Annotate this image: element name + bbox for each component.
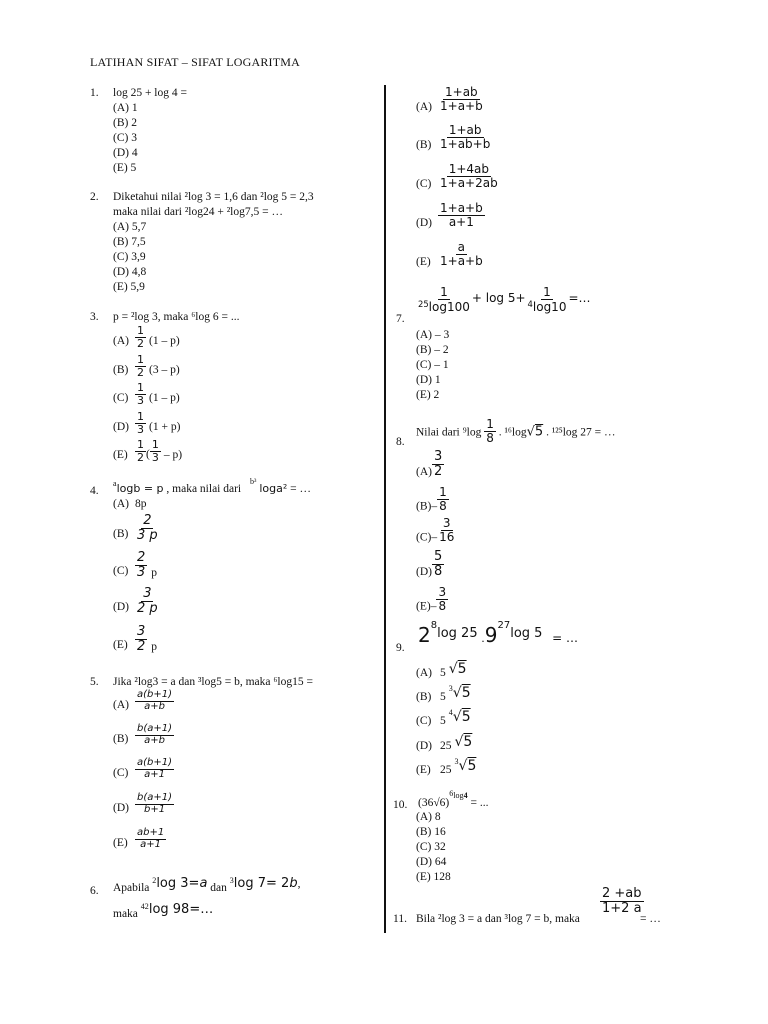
q3-option-fraction-den: 3 xyxy=(137,422,144,436)
column-divider xyxy=(384,85,386,933)
q9-option-radicand: 5 xyxy=(463,734,473,750)
q6-option-fraction-num: 1+ab xyxy=(448,123,482,137)
q9-option-radical: √5 xyxy=(448,661,467,677)
q3-option-fraction-num: 1 xyxy=(137,324,144,337)
q5-option-fraction-num: a(b+1) xyxy=(137,689,173,700)
q9-option-radical: √5 xyxy=(452,685,471,701)
q3-option-fraction-den: 2 xyxy=(137,336,144,350)
q5-option-fraction-num: a(b+1) xyxy=(137,757,173,768)
q9-option xyxy=(416,708,471,727)
q7-option: (B) – 2 xyxy=(416,344,449,356)
q3-option-fraction xyxy=(135,354,146,378)
q4-option-fraction-den: 2 p xyxy=(137,600,158,616)
q6-line2: maka $^{42}$log 98=… xyxy=(113,902,214,920)
q5-option-label: (C) xyxy=(113,766,129,779)
q4-option-fraction-den: 3 xyxy=(137,564,146,580)
q9-option-root-index: 3 xyxy=(454,757,459,766)
q8-option-label: (A) xyxy=(416,465,432,478)
q2-line1: Diketahui nilai ²log 3 = 1,6 dan ²log 5 = 2,3 xyxy=(113,191,314,203)
q5-option-fraction xyxy=(135,793,174,815)
q10-option: (E) 128 xyxy=(416,871,451,883)
q9-option-radical: √5 xyxy=(454,734,473,750)
q4-number: 4. xyxy=(90,485,99,497)
q6-option xyxy=(416,163,500,190)
q4-option-fraction xyxy=(135,514,160,542)
q6-number: 6. xyxy=(90,885,99,897)
q8-option-fraction xyxy=(437,486,449,512)
q4-option-label: (B) xyxy=(113,527,129,540)
q9-option-coef: 5 xyxy=(440,667,446,679)
q3-option-rest: (3 – p) xyxy=(149,363,180,376)
q4-option-label: (D) xyxy=(113,600,129,613)
q3-option-label: (D) xyxy=(113,420,129,433)
q8-option-fraction-den: 8 xyxy=(433,563,443,579)
q3-option-paren: ( xyxy=(146,448,150,461)
q4-option-fraction xyxy=(135,625,147,653)
q4-option xyxy=(113,498,147,510)
q6-option-fraction-num: 1+4ab xyxy=(448,162,489,176)
q6-option-fraction xyxy=(438,163,500,189)
q7-option: (E) 2 xyxy=(416,389,440,401)
q6-option xyxy=(416,202,485,229)
q6-option-fraction-den: 1+ab+b xyxy=(440,136,491,151)
q4-option-fraction xyxy=(135,587,160,615)
q5-option-fraction xyxy=(135,724,174,746)
q7-option: (A) – 3 xyxy=(416,329,450,341)
q8-option-fraction xyxy=(436,586,448,612)
q6-option-fraction-num: a xyxy=(457,240,466,254)
q6-option xyxy=(416,241,485,268)
q9-option-radicand: 5 xyxy=(457,661,467,677)
q11-number: 11. xyxy=(393,913,407,925)
q6-option-fraction-den: a+1 xyxy=(448,214,474,229)
q3-option xyxy=(113,325,180,349)
q1-option: (B) 2 xyxy=(113,117,137,129)
q4-option-label: (E) xyxy=(113,638,128,651)
q9-option-label: (D) xyxy=(416,740,432,752)
q3-option-label: (A) xyxy=(113,334,129,347)
q3-option-inner-fraction xyxy=(150,439,161,463)
q5-option-label: (E) xyxy=(113,836,128,849)
q10-option: (C) 32 xyxy=(416,841,446,853)
q2-option: (B) 7,5 xyxy=(113,236,146,248)
q9-option xyxy=(416,757,476,776)
q5-option-fraction-num: b(a+1) xyxy=(137,792,173,803)
q9-option-coef: 25 xyxy=(440,740,452,752)
q10-option: (A) 8 xyxy=(416,811,441,823)
q10-option: (D) 64 xyxy=(416,856,447,868)
q8-option-fraction-num: 1 xyxy=(439,485,447,499)
q3-option-label: (C) xyxy=(113,391,129,404)
q5-option-fraction-num: ab+1 xyxy=(137,827,165,838)
q6-option-label: (B) xyxy=(416,138,432,151)
q11-text: Bila ²log 3 = a dan ³log 7 = b, maka xyxy=(416,913,580,925)
q4-option-fraction-den: 2 xyxy=(137,638,146,654)
q2-option: (C) 3,9 xyxy=(113,251,146,263)
q6-line1: Apabila $^2$log 3=a dan $^3$log 7= 2b, xyxy=(113,876,301,894)
q4-text: $^a$logb = p , maka nilai dari $^{b^3}$ loga² = … xyxy=(113,477,311,495)
q8-option-fraction-num: 3 xyxy=(442,516,451,530)
q9-option xyxy=(416,684,471,703)
q2-option: (A) 5,7 xyxy=(113,221,147,233)
q7-text: $\frac{1}{^{25}\log 100}$ + log 5+ $\frac{1}{^4\log 10}$ =… xyxy=(418,285,591,314)
q4-option-label: (C) xyxy=(113,564,129,577)
q8-option-fraction-num: 3 xyxy=(438,585,447,599)
q2-line2: maka nilai dari ²log24 + ²log7,5 = … xyxy=(113,206,283,218)
q3-number: 3. xyxy=(90,311,99,323)
q5-option-label: (B) xyxy=(113,732,129,745)
q6-option-fraction-den: 1+a+b xyxy=(440,253,483,268)
q8-text: Nilai dari ⁹log $\frac{1}{8}$ . ¹⁶log√5 . ¹²⁵log 27 = … xyxy=(416,417,616,445)
q5-option xyxy=(113,828,166,850)
q9-text: 28log 25 .927log 5 = … xyxy=(418,620,578,647)
q9-option-radical: √5 xyxy=(452,709,471,725)
q3-option xyxy=(113,411,180,435)
q8-number: 8. xyxy=(396,436,405,448)
q1-option: (E) 5 xyxy=(113,162,137,174)
q3-option-fraction-den: 3 xyxy=(137,393,144,407)
q7-option: (C) – 1 xyxy=(416,359,449,371)
q5-option-label: (A) xyxy=(113,698,129,711)
q8-option-fraction xyxy=(432,550,444,578)
q2-option: (E) 5,9 xyxy=(113,281,145,293)
q5-option-label: (D) xyxy=(113,801,129,814)
q6-option-fraction xyxy=(438,241,485,267)
q8-option-fraction-den: 8 xyxy=(439,498,447,513)
q6-option-label: (E) xyxy=(416,255,431,268)
q7-option: (D) 1 xyxy=(416,374,441,386)
q3-option-inner-fraction-den: 3 xyxy=(151,450,159,464)
q3-option-fraction-den: 2 xyxy=(137,365,144,379)
q6-option-label: (D) xyxy=(416,216,432,229)
q4-option xyxy=(113,625,157,653)
q3-option-inner-fraction-num: 1 xyxy=(151,438,159,451)
q4-option-fraction xyxy=(135,551,147,579)
q3-option-fraction xyxy=(135,325,146,349)
q8-option-sign: – xyxy=(431,500,438,513)
q1-option: (A) 1 xyxy=(113,102,138,114)
q7-number: 7. xyxy=(396,313,405,325)
q4-option-tail: p xyxy=(151,566,158,579)
q5-option-fraction-den: b+1 xyxy=(143,803,166,815)
q1-option: (C) 3 xyxy=(113,132,137,144)
q8-option-fraction-den: 8 xyxy=(438,598,447,613)
q6-option-fraction-den: 1+a+b xyxy=(440,98,483,113)
q8-option-fraction-den: 16 xyxy=(439,529,455,544)
q6-option-fraction xyxy=(438,124,492,150)
q2-options xyxy=(113,220,146,295)
q4-option-fraction-num: 3 xyxy=(137,624,146,639)
q6-option-label: (A) xyxy=(416,100,432,113)
q10-options xyxy=(416,810,451,885)
q1-text: log 25 + log 4 = xyxy=(113,87,187,99)
q9-option-root-index: 4 xyxy=(448,708,453,717)
q8-option xyxy=(416,550,444,578)
q9-option-radicand: 5 xyxy=(467,758,477,774)
q4-option xyxy=(113,587,160,615)
q6-option-fraction-num: 1+a+b xyxy=(440,201,483,215)
q8-option xyxy=(416,517,456,544)
q5-option xyxy=(113,793,174,815)
q5-option-fraction-den: a+b xyxy=(144,700,165,712)
q3-option-fraction xyxy=(135,382,146,406)
q5-option-fraction-num: b(a+1) xyxy=(137,723,173,734)
q10-number: 10. xyxy=(393,799,408,811)
q8-option-sign: – xyxy=(430,600,437,613)
q8-option-label: (B) xyxy=(416,500,432,513)
q9-option-label: (A) xyxy=(416,667,432,679)
q9-option xyxy=(416,660,467,679)
q3-option-fraction-den: 2 xyxy=(137,450,144,464)
q4-option-tail: p xyxy=(151,640,158,653)
q10-text: (36√6)6log4 = ... xyxy=(418,789,489,809)
q6-option-label: (C) xyxy=(416,177,432,190)
page-title: LATIHAN SIFAT – SIFAT LOGARITMA xyxy=(90,55,300,69)
q3-option-label: (B) xyxy=(113,363,129,376)
q5-option-fraction xyxy=(135,828,166,850)
q11-tail: = … xyxy=(640,913,661,925)
q4-option-label: (A) xyxy=(113,498,129,510)
q6-option-fraction-den: 1+a+2ab xyxy=(440,175,498,190)
q8-option-label: (E) xyxy=(416,600,431,613)
q3-option-rest: (1 + p) xyxy=(149,420,181,433)
q8-option-fraction xyxy=(437,517,456,543)
q9-option xyxy=(416,733,472,752)
q6-option-fraction xyxy=(438,202,485,228)
q5-option-fraction xyxy=(135,690,174,712)
q3-option-fraction-num: 1 xyxy=(137,353,144,366)
q9-option-radicand: 5 xyxy=(461,709,471,725)
q4-option-fraction-den: 3 p xyxy=(137,527,158,543)
q3-option-rest: (1 – p) xyxy=(149,334,180,347)
q5-number: 5. xyxy=(90,676,99,688)
q3-option xyxy=(113,439,182,463)
q3-option-rest: (1 – p) xyxy=(149,391,180,404)
q4-option-fraction-num: 2 xyxy=(143,513,152,528)
q8-option-sign: – xyxy=(431,531,438,544)
q9-option-radical: √5 xyxy=(458,758,477,774)
q2-option: (D) 4,8 xyxy=(113,266,147,278)
q8-option-label: (C) xyxy=(416,531,432,544)
q8-option xyxy=(416,586,448,613)
q5-option xyxy=(113,724,174,746)
q3-option-fraction-num: 1 xyxy=(137,438,144,451)
q10-option: (B) 16 xyxy=(416,826,446,838)
q3-option-fraction-num: 1 xyxy=(137,410,144,423)
q6-option xyxy=(416,124,492,151)
q3-option xyxy=(113,382,180,406)
q5-option-fraction xyxy=(135,758,174,780)
q8-option-fraction-num: 3 xyxy=(433,449,443,464)
q3-option-rest: – p) xyxy=(163,448,183,461)
q3-text: p = ²log 3, maka ⁶log 6 = ... xyxy=(113,311,240,323)
q8-option-fraction-num: 5 xyxy=(433,549,443,564)
q9-option-root-index: 3 xyxy=(448,684,453,693)
q6-option-fraction-num: 1+ab xyxy=(445,85,478,99)
q4-option-value: 8p xyxy=(135,498,147,510)
q4-option xyxy=(113,514,160,542)
q3-option-fraction xyxy=(135,411,146,435)
q8-option-fraction xyxy=(432,450,444,478)
q9-option-radicand: 5 xyxy=(461,685,471,701)
q8-option-label: (D) xyxy=(416,565,432,578)
q9-option-coef: 25 xyxy=(440,764,452,776)
q3-option xyxy=(113,354,180,378)
q4-option-fraction-num: 3 xyxy=(143,586,152,601)
q3-option-fraction-num: 1 xyxy=(137,381,144,394)
q7-options xyxy=(416,328,449,403)
q1-options xyxy=(113,101,138,176)
q3-option-label: (E) xyxy=(113,448,128,461)
q6-option-fraction xyxy=(438,86,485,112)
q9-option-label: (C) xyxy=(416,715,432,727)
q9-option-label: (B) xyxy=(416,691,432,703)
q11-fraction: $\frac{2 +ab}{1+2 a}$ xyxy=(602,886,642,916)
q4-option xyxy=(113,551,157,579)
q5-option-fraction-den: a+1 xyxy=(144,768,165,780)
q9-option-label: (E) xyxy=(416,764,431,776)
q5-option-fraction-den: a+1 xyxy=(140,838,162,850)
q5-option xyxy=(113,690,174,712)
q5-option xyxy=(113,758,174,780)
q8-option xyxy=(416,450,444,478)
q9-option-coef: 5 xyxy=(440,691,446,703)
q1-number: 1. xyxy=(90,87,99,99)
q9-option-coef: 5 xyxy=(440,715,446,727)
q1-option: (D) 4 xyxy=(113,147,138,159)
q4-option-fraction-num: 2 xyxy=(137,550,146,565)
q3-option-fraction xyxy=(135,439,146,463)
q8-option-fraction-den: 2 xyxy=(433,463,443,479)
q9-number: 9. xyxy=(396,642,405,654)
q5-text: Jika ²log3 = a dan ³log5 = b, maka ⁶log15 = xyxy=(113,676,313,688)
q2-number: 2. xyxy=(90,191,99,203)
q5-option-fraction-den: a+b xyxy=(144,734,165,746)
q8-option xyxy=(416,486,449,513)
q6-option xyxy=(416,86,485,113)
